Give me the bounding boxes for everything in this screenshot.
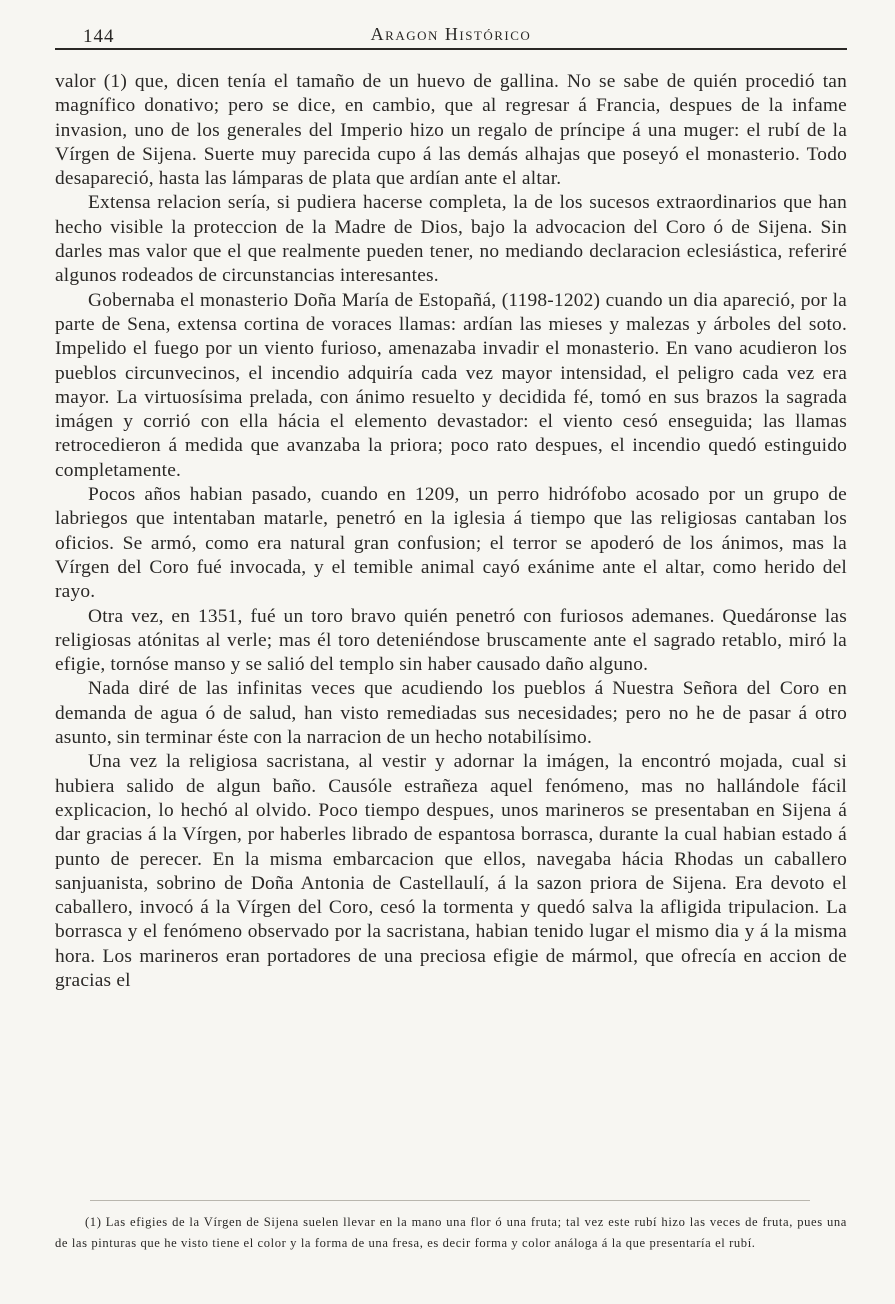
paragraph: Extensa relacion sería, si pudiera hacerse completa, la de los sucesos extraordinarios que han hecho visible la proteccion de la Madre de Dios, bajo la advocacion del Coro ó de Sijena. Sin darles mas valor que el que realmente pueden tener, no mediando declaracion eclesiástica, referiré algunos rodeados de circunstancias interesantes. — [55, 192, 847, 287]
page-header — [55, 20, 847, 48]
paragraph: Una vez la religiosa sacristana, al vestir y adornar la imágen, la encontró mojada, cual si hubiera salido de algun baño. Causóle estrañeza aquel fenómeno, mas no hallándole fácil explicacion, lo hechó al olvido. Poco tiempo despues, unos marineros se presentaban en Sijena á dar gracias á la Vírgen, por haberles librado de espantosa borrasca, durante la cual habian estado á punto de perecer. En la misma embarcacion que ellos, navegaba hácia Rhodas un caballero sanjuanista, sobrino de Doña Antonia de Castellaulí, á la sazon priora de Sijena. Era devoto el caballero, invocó á la Vírgen del Coro, cesó la tormenta y quedó salva la afligida tripulacion. La borrasca y el fenómeno observado por la sacristana, habian tenido lugar el mismo dia y á la misma hora. Los marineros eran portadores de una preciosa efigie de mármol, que ofrecía en accion de gracias el — [55, 751, 847, 991]
paragraph: Gobernaba el monasterio Doña María de Estopañá, (1198-1202) cuando un dia apareció, por la parte de Sena, extensa cortina de voraces llamas: ardían las mieses y malezas y árboles del soto. Impelido el fuego por un viento furioso, amenazaba invadir el monasterio. En vano acudieron los pueblos circunvecinos, el incendio adquiría cada vez mayor intensidad, el peligro cada vez era mayor. La virtuosísima prelada, con ánimo resuelto y decidida fé, tomó en sus brazos la sagrada imágen y corrió con ella hácia el elemento devastador: el viento cesó enseguida; las llamas retrocedieron á medida que avanzaba la priora; poco rato despues, el incendio quedó estinguido completamente. — [55, 289, 847, 481]
paragraph: Pocos años habian pasado, cuando en 1209, un perro hidrófobo acosado por un grupo de labriegos que intentaban matarle, penetró en la iglesia á tiempo que las religiosas cantaban los oficios. Se armó, como era natural gran confusion; el terror se apoderó de los ánimos, mas la Vírgen del Coro fué invocada, y el temible animal cayó exánime ante el altar, como herido del rayo. — [55, 484, 847, 603]
footnote — [55, 1212, 847, 1254]
footnote-text: (1) Las efigies de la Vírgen de Sijena suelen llevar en la mano una flor ó una fruta; tal vez este rubí hizo las veces de fruta, pues una de las pinturas que he visto tiene el color y la forma de una fresa, es decir forma y color análoga á la que presentaría el rubí. — [55, 1215, 847, 1250]
paragraph: Nada diré de las infinitas veces que acudiendo los pueblos á Nuestra Señora del Coro en demanda de agua ó de salud, han visto remediadas sus necesidades; pero no he de pasar á otro asunto, sin terminar éste con la narracion de un hecho notabilísimo. — [55, 678, 847, 749]
footnote-rule — [90, 1200, 810, 1201]
paragraph: valor (1) que, dicen tenía el tamaño de un huevo de gallina. No se sabe de quién procedió tan magnífico donativo; pero se dice, en cambio, que al regresar á Francia, despues de la infame invasion, uno de los generales del Imperio hizo un regalo de príncipe á una muger: el rubí de la Vírgen de Sijena. Suerte muy parecida cupo á las demás alhajas que poseyó el monasterio. Todo desapareció, hasta las lámparas de plata que ardían ante el altar. — [55, 71, 847, 190]
running-head: Aragon Histórico — [370, 24, 532, 44]
main-text — [55, 70, 847, 993]
header-rule — [55, 48, 847, 50]
paragraph: Otra vez, en 1351, fué un toro bravo quién penetró con furiosos ademanes. Quedáronse las religiosas atónitas al verle; mas él toro deteniéndose bruscamente ante el sagrado retablo, miró la efigie, tornóse manso y se salió del templo sin haber causado daño alguno. — [55, 605, 847, 676]
page-number: 144 — [83, 26, 115, 47]
